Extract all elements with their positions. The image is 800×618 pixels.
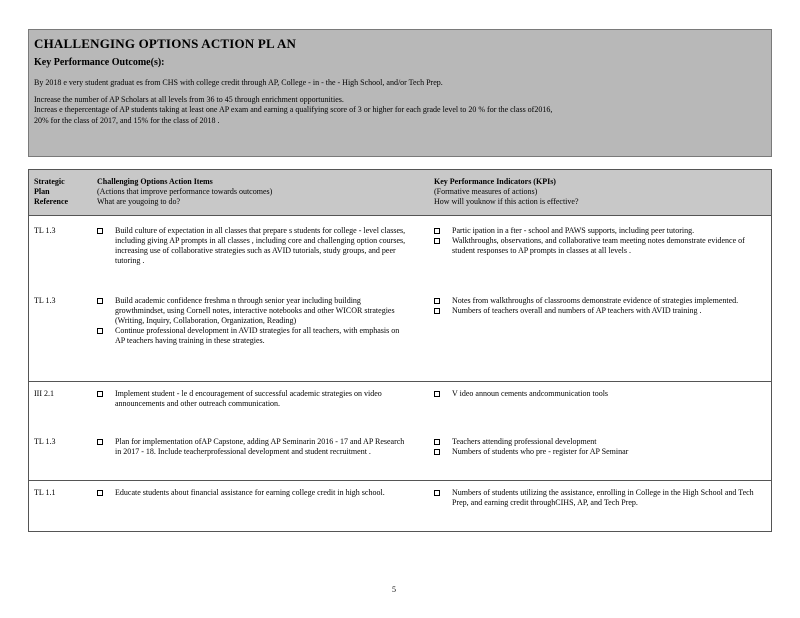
header-reference: Reference (34, 197, 69, 206)
plan-reference: TL 1.3 (34, 226, 56, 235)
action-items-subtitle-1: (Actions that improve performance towards outcomes) (97, 187, 273, 196)
action-items-subtitle-2: What are yougoing to do? (97, 197, 181, 206)
action-plan-table (28, 169, 772, 532)
list-item (97, 326, 409, 346)
outcome-line-1: By 2018 e very student graduat es from CHS with college credit through AP, College - in - the - High School, and/or Tech Prep. (34, 78, 443, 87)
table-group (29, 216, 771, 382)
kpi-list (434, 437, 764, 457)
table-row (29, 488, 771, 528)
kpi-text: V ideo announ cements andcommunication tools (452, 389, 609, 398)
list-item (97, 437, 409, 457)
key-performance-outcomes-label: Key Performance Outcome(s): (34, 57, 165, 68)
table-header-row (29, 170, 771, 216)
page-number: 5 (392, 585, 396, 594)
table-row (29, 389, 771, 434)
kpi-header (434, 177, 579, 207)
checkbox-bullet-icon (434, 391, 440, 397)
strategic-plan-reference-header (34, 177, 68, 207)
checkbox-bullet-icon (97, 298, 103, 304)
table-row (29, 226, 771, 296)
list-item (97, 389, 409, 409)
list-item (434, 236, 764, 256)
kpi-text: Partic ipation in a fter - school and PAWS supports, including peer tutoring. (452, 226, 695, 235)
list-item (434, 437, 764, 447)
kpi-text: Numbers of teachers overall and numbers of AP teachers with AVID training . (452, 306, 702, 315)
plan-reference: TL 1.3 (34, 296, 56, 305)
plan-reference: TL 1.3 (34, 437, 56, 446)
list-item (434, 488, 764, 508)
list-item (434, 306, 764, 316)
action-item-list (97, 488, 409, 498)
list-item (97, 488, 409, 498)
kpi-text: Numbers of students who pre - register for AP Seminar (452, 447, 629, 456)
checkbox-bullet-icon (97, 228, 103, 234)
kpi-text: Walkthroughs, observations, and collaborative team meeting notes demonstrate evidence of student responses to AP prompts in classes at all levels . (452, 236, 745, 255)
checkbox-bullet-icon (434, 228, 440, 234)
table-row (29, 437, 771, 477)
kpi-text: Teachers attending professional development (452, 437, 597, 446)
kpi-subtitle-1: (Formative measures of actions) (434, 187, 538, 196)
kpi-list (434, 226, 764, 256)
checkbox-bullet-icon (434, 298, 440, 304)
kpi-subtitle-2: How will youknow if this action is effective? (434, 197, 579, 206)
list-item (434, 389, 764, 399)
action-items-header (97, 177, 272, 207)
action-item-list (97, 226, 409, 266)
checkbox-bullet-icon (97, 439, 103, 445)
checkbox-bullet-icon (97, 391, 103, 397)
plan-reference: III 2.1 (34, 389, 54, 398)
action-item-text: Continue professional development in AVID strategies for all teachers, with emphasis on AP teachers having training in these strategies. (115, 326, 400, 345)
checkbox-bullet-icon (434, 439, 440, 445)
action-item-text: Plan for implementation ofAP Capstone, adding AP Seminarin 2016 - 17 and AP Research in 2017 - 18. Include teacherprofessional development and student recruitment . (115, 437, 405, 456)
kpi-list (434, 488, 764, 508)
checkbox-bullet-icon (97, 490, 103, 496)
action-item-text: Build culture of expectation in all classes that prepare s students for college - level classes, including giving AP prompts in all classes , including core and challenging option courses, increasing use of collaborative strategies such as AVID tutorials, study groups, and peer tutoring . (115, 226, 406, 265)
checkbox-bullet-icon (434, 490, 440, 496)
plan-reference: TL 1.1 (34, 488, 56, 497)
outcome-line-2: Increase the number of AP Scholars at all levels from 36 to 45 through enrichment opportunities. (34, 95, 344, 104)
outcomes-header-box (28, 29, 772, 157)
checkbox-bullet-icon (434, 449, 440, 455)
kpi-list (434, 296, 764, 316)
table-group (29, 382, 771, 481)
checkbox-bullet-icon (434, 308, 440, 314)
action-item-text: Educate students about financial assistance for earning college credit in high school. (115, 488, 385, 497)
kpi-text: Numbers of students utilizing the assistance, enrolling in College in the High School and Tech Prep, and earning credit throughCIHS, AP, and Tech Prep. (452, 488, 754, 507)
checkbox-bullet-icon (434, 238, 440, 244)
table-group (29, 481, 771, 531)
outcome-line-4: 20% for the class of 2017, and 15% for the class of 2018 . (34, 116, 220, 125)
action-item-text: Implement student - le d encouragement of successful academic strategies on video announcements and other outreach communication. (115, 389, 382, 408)
action-item-list (97, 389, 409, 409)
outcome-line-3: Increas e thepercentage of AP students taking at least one AP exam and earning a qualifying score of 3 or higher for each grade level to 20 % for the class of2016, (34, 105, 553, 114)
list-item (97, 226, 409, 266)
table-row (29, 296, 771, 376)
list-item (434, 226, 764, 236)
plan-title: CHALLENGING OPTIONS ACTION PL AN (34, 36, 297, 51)
kpi-title: Key Performance Indicators (KPIs) (434, 177, 556, 186)
kpi-list (434, 389, 764, 399)
header-strategic: Strategic (34, 177, 65, 186)
kpi-text: Notes from walkthroughs of classrooms demonstrate evidence of strategies implemented. (452, 296, 739, 305)
action-items-title: Challenging Options Action Items (97, 177, 213, 186)
list-item (97, 296, 409, 326)
list-item (434, 447, 764, 457)
action-item-list (97, 296, 409, 346)
checkbox-bullet-icon (97, 328, 103, 334)
action-item-text: Build academic confidence freshma n through senior year including building growthmindset, using Cornell notes, interactive notebooks and other WICOR strategies (Writing, Inquiry, Collaboration, Organization, Reading) (115, 296, 395, 325)
list-item (434, 296, 764, 306)
header-plan: Plan (34, 187, 50, 196)
action-item-list (97, 437, 409, 457)
